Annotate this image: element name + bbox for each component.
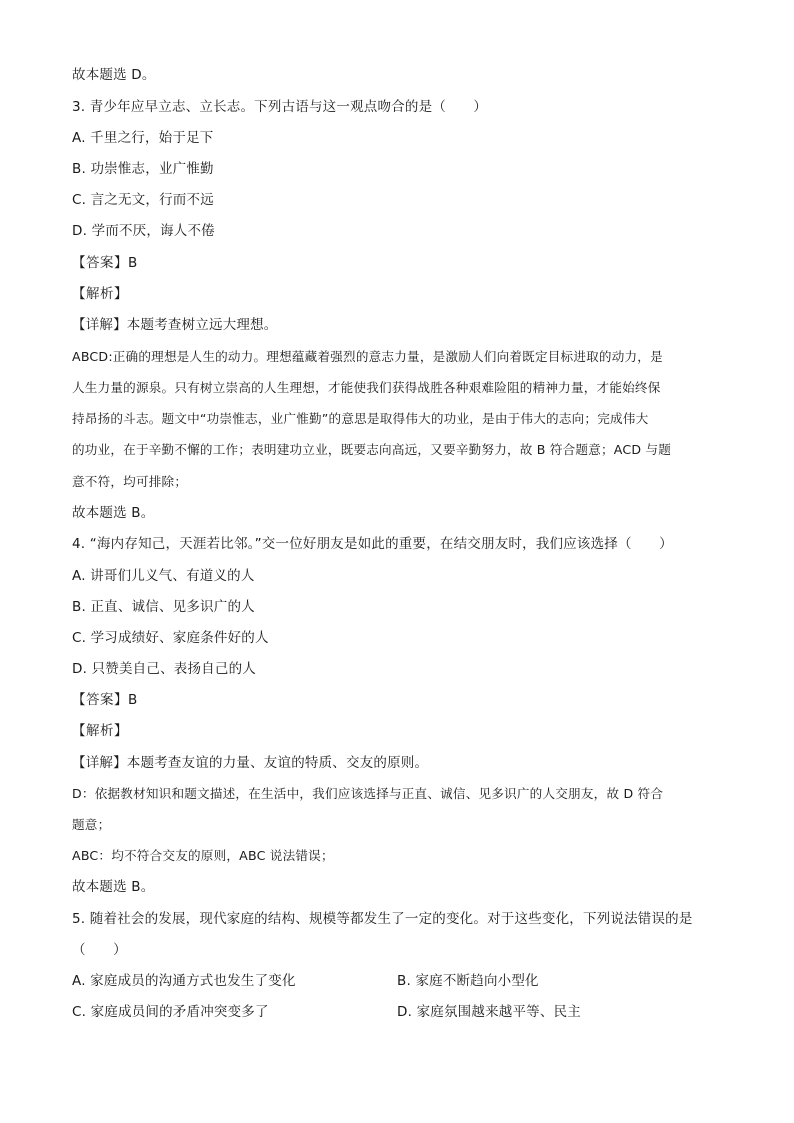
q5-stem-blank: （ ） <box>72 942 127 958</box>
q3-explanation-line-2: 人生力量的源泉。只有树立崇高的人生理想，才能使我们获得战胜各种艰难险阻的精神力量，才能始终保 <box>72 380 661 395</box>
q4-answer: 【答案】B <box>72 692 138 708</box>
q4-explanation-line-3: ABC：均不符合交友的原则，ABC 说法错误； <box>72 848 334 863</box>
q3-detail-heading: 【详解】本题考查树立远大理想。 <box>72 317 278 333</box>
q3-conclusion: 故本题选 B。 <box>72 505 155 521</box>
q4-option-a: A. 讲哥们儿义气、有道义的人 <box>72 568 255 584</box>
q4-analysis-heading: 【解析】 <box>72 723 128 739</box>
q5-option-c: C. 家庭成员间的矛盾冲突变多了 <box>72 1004 269 1020</box>
q3-option-c: C. 言之无文，行而不远 <box>72 192 214 208</box>
q3-explanation-line-3: 持昂扬的斗志。题文中“功崇惟志，业广惟勤”的意思是取得伟大的功业，是由于伟大的志向；完成伟大 <box>72 411 649 426</box>
q4-explanation-line-2: 题意； <box>72 817 111 832</box>
q4-explanation-line-1: D：依据教材知识和题文描述，在生活中，我们应该选择与正直、诚信、见多识广的人交朋友，故 D 符合 <box>72 786 664 801</box>
q5-option-a: A. 家庭成员的沟通方式也发生了变化 <box>72 973 296 989</box>
q4-stem: 4. “海内存知己，天涯若比邻。”交一位好朋友是如此的重要，在结交朋友时，我们应该选择（ ） <box>72 536 673 552</box>
q3-explanation-line-4: 的功业，在于辛勤不懈的工作；表明建功立业，既要志向高远，又要辛勤努力，故 B 符合题意；ACD 与题 <box>72 442 672 457</box>
q3-explanation-line-5: 意不符，均可排除； <box>72 474 188 489</box>
q3-analysis-heading: 【解析】 <box>72 286 128 302</box>
q3-explanation-line-1: ABCD:正确的理想是人生的动力。理想蕴藏着强烈的意志力量，是激励人们向着既定目标进取的动力，是 <box>72 349 663 364</box>
q4-option-b: B. 正直、诚信、见多识广的人 <box>72 599 255 615</box>
q5-option-d: D. 家庭氛围越来越平等、民主 <box>397 1004 581 1020</box>
q3-stem: 3. 青少年应早立志、立长志。下列古语与这一观点吻合的是（ ） <box>72 99 488 115</box>
q3-option-d: D. 学而不厌，诲人不倦 <box>72 223 215 239</box>
q4-option-c: C. 学习成绩好、家庭条件好的人 <box>72 630 269 646</box>
q5-stem: 5. 随着社会的发展，现代家庭的结构、规模等都发生了一定的变化。对于这些变化，下列说法错误的是 <box>72 911 693 927</box>
q2-conclusion: 故本题选 D。 <box>72 67 156 83</box>
q4-detail-heading: 【详解】本题考查友谊的力量、友谊的特质、交友的原则。 <box>72 755 429 771</box>
q3-answer: 【答案】B <box>72 255 138 271</box>
q3-option-a: A. 千里之行，始于足下 <box>72 130 214 146</box>
q4-option-d: D. 只赞美自己、表扬自己的人 <box>72 661 256 677</box>
q5-option-b: B. 家庭不断趋向小型化 <box>397 973 539 989</box>
q3-option-b: B. 功崇惟志，业广惟勤 <box>72 161 214 177</box>
q4-conclusion: 故本题选 B。 <box>72 879 155 895</box>
